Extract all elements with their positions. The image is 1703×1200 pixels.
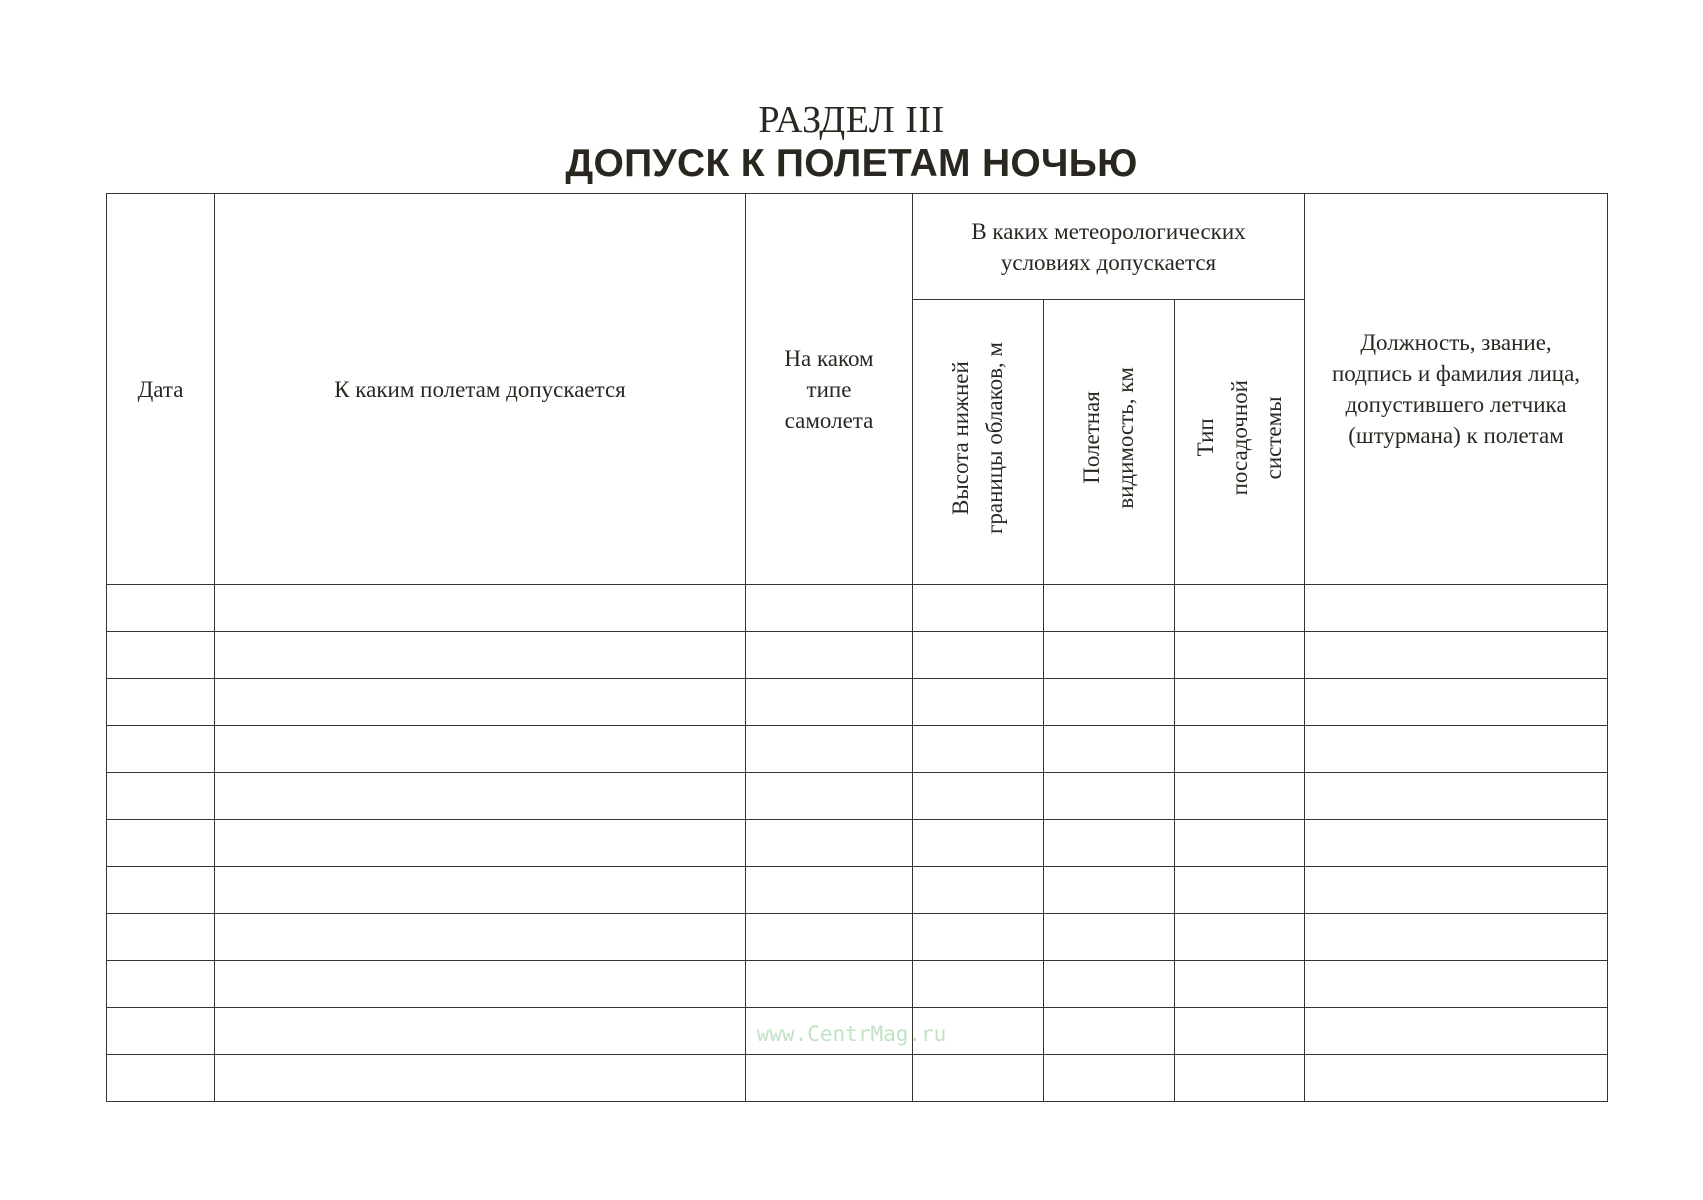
table-cell[interactable] bbox=[1305, 820, 1608, 867]
table-cell[interactable] bbox=[107, 1055, 215, 1102]
night-flight-clearance-table bbox=[106, 193, 1608, 1102]
table-cell[interactable] bbox=[1044, 773, 1175, 820]
table-cell[interactable] bbox=[746, 867, 913, 914]
column-header-authorized-by: Должность, звание, подпись и фамилия лица, допустившего летчика (штурмана) к полетам bbox=[1305, 194, 1608, 585]
table-cell[interactable] bbox=[1305, 867, 1608, 914]
table-cell[interactable] bbox=[1044, 961, 1175, 1008]
table-cell[interactable] bbox=[913, 773, 1044, 820]
table-cell[interactable] bbox=[215, 961, 746, 1008]
table-cell[interactable] bbox=[1044, 1055, 1175, 1102]
table-cell[interactable] bbox=[215, 632, 746, 679]
column-header-flights: К каким полетам допускается bbox=[215, 194, 746, 585]
table-row bbox=[107, 585, 1608, 632]
table-cell[interactable] bbox=[215, 726, 746, 773]
table-cell[interactable] bbox=[913, 820, 1044, 867]
table-row bbox=[107, 679, 1608, 726]
table-cell[interactable] bbox=[1305, 679, 1608, 726]
table-row bbox=[107, 820, 1608, 867]
table-cell[interactable] bbox=[1175, 726, 1305, 773]
table-cell[interactable] bbox=[1175, 632, 1305, 679]
table-cell[interactable] bbox=[1044, 820, 1175, 867]
table-cell[interactable] bbox=[1044, 679, 1175, 726]
table-cell[interactable] bbox=[1305, 1055, 1608, 1102]
table-cell[interactable] bbox=[107, 679, 215, 726]
table-cell[interactable] bbox=[746, 820, 913, 867]
table-cell[interactable] bbox=[215, 773, 746, 820]
table-cell[interactable] bbox=[913, 679, 1044, 726]
table-cell[interactable] bbox=[215, 585, 746, 632]
table-cell[interactable] bbox=[1044, 914, 1175, 961]
column-header-weather-conditions: В каких метеорологических условиях допускается bbox=[913, 194, 1305, 300]
table-cell[interactable] bbox=[1175, 679, 1305, 726]
table-cell[interactable] bbox=[107, 585, 215, 632]
table-cell[interactable] bbox=[215, 820, 746, 867]
table-cell[interactable] bbox=[215, 867, 746, 914]
section-number: РАЗДЕЛ III bbox=[758, 99, 945, 141]
table-cell[interactable] bbox=[1175, 914, 1305, 961]
table-cell[interactable] bbox=[1305, 914, 1608, 961]
table-cell[interactable] bbox=[746, 961, 913, 1008]
watermark: www.CentrMag.ru bbox=[756, 1022, 947, 1046]
table-cell[interactable] bbox=[913, 632, 1044, 679]
table-cell[interactable] bbox=[913, 961, 1044, 1008]
table-cell[interactable] bbox=[107, 867, 215, 914]
table-cell[interactable] bbox=[1305, 726, 1608, 773]
table-cell[interactable] bbox=[107, 961, 215, 1008]
column-header-cloud-base: Высота нижней границы облаков, м bbox=[913, 300, 1044, 585]
page-title: ДОПУСК К ПОЛЕТАМ НОЧЬЮ bbox=[565, 142, 1138, 185]
table-cell[interactable] bbox=[746, 914, 913, 961]
table-cell[interactable] bbox=[913, 726, 1044, 773]
table-cell[interactable] bbox=[913, 914, 1044, 961]
table-cell[interactable] bbox=[746, 679, 913, 726]
table-row bbox=[107, 726, 1608, 773]
table-cell[interactable] bbox=[1175, 820, 1305, 867]
table-cell[interactable] bbox=[1044, 632, 1175, 679]
column-header-landing-system: Тип посадочной системы bbox=[1175, 300, 1305, 585]
table-cell[interactable] bbox=[746, 773, 913, 820]
table-row bbox=[107, 914, 1608, 961]
table-cell[interactable] bbox=[1305, 585, 1608, 632]
table-cell[interactable] bbox=[107, 632, 215, 679]
table-row bbox=[107, 1055, 1608, 1102]
table-cell[interactable] bbox=[107, 914, 215, 961]
table-cell[interactable] bbox=[746, 1055, 913, 1102]
table-cell[interactable] bbox=[107, 820, 215, 867]
table-cell[interactable] bbox=[1175, 773, 1305, 820]
table-cell[interactable] bbox=[746, 726, 913, 773]
table-row bbox=[107, 961, 1608, 1008]
column-header-aircraft-type: На каком типе самолета bbox=[746, 194, 913, 585]
table-row bbox=[107, 632, 1608, 679]
table-cell[interactable] bbox=[215, 914, 746, 961]
table-cell[interactable] bbox=[1305, 632, 1608, 679]
table-cell[interactable] bbox=[107, 726, 215, 773]
table-cell[interactable] bbox=[913, 867, 1044, 914]
table-row bbox=[107, 773, 1608, 820]
table-cell[interactable] bbox=[913, 1055, 1044, 1102]
column-header-visibility: Полетная видимость, км bbox=[1044, 300, 1175, 585]
table-cell[interactable] bbox=[746, 585, 913, 632]
table-cell[interactable] bbox=[215, 1055, 746, 1102]
table-cell[interactable] bbox=[1044, 726, 1175, 773]
table-cell[interactable] bbox=[1044, 867, 1175, 914]
table-cell[interactable] bbox=[1305, 961, 1608, 1008]
table-cell[interactable] bbox=[107, 773, 215, 820]
table-cell[interactable] bbox=[1175, 867, 1305, 914]
table-cell[interactable] bbox=[1044, 585, 1175, 632]
table-cell[interactable] bbox=[1175, 1055, 1305, 1102]
table-cell[interactable] bbox=[913, 585, 1044, 632]
table-cell[interactable] bbox=[1305, 773, 1608, 820]
table-cell[interactable] bbox=[215, 679, 746, 726]
column-header-date: Дата bbox=[107, 194, 215, 585]
table-cell[interactable] bbox=[746, 632, 913, 679]
table-cell[interactable] bbox=[1175, 961, 1305, 1008]
table-cell[interactable] bbox=[1175, 585, 1305, 632]
table-row bbox=[107, 867, 1608, 914]
